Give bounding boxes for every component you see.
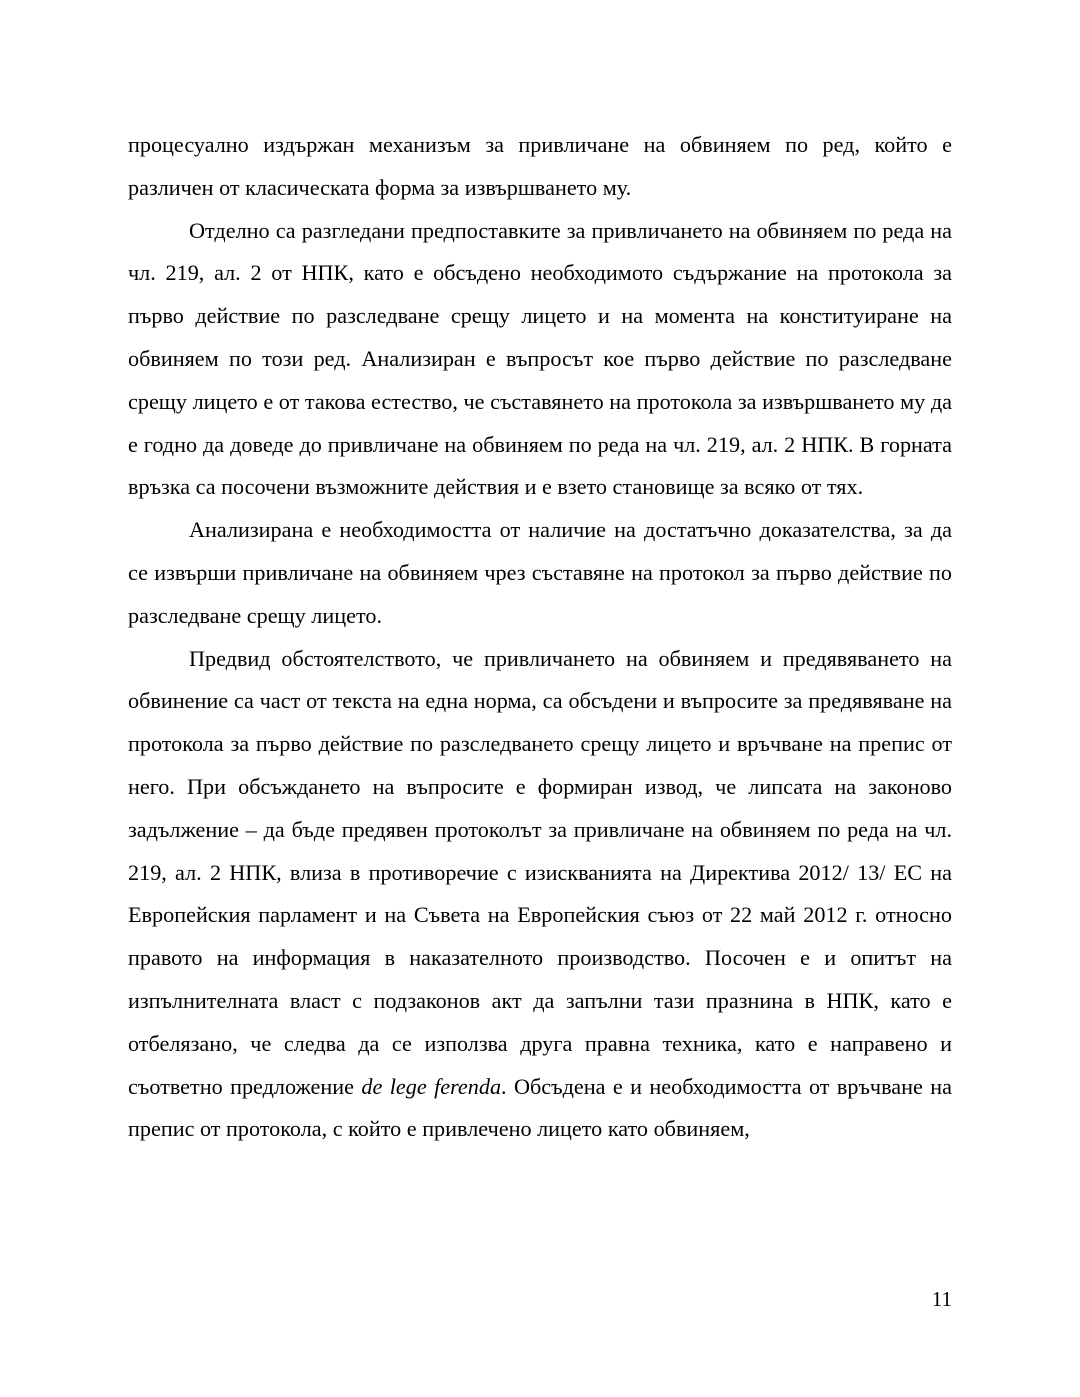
paragraph-4-text-before: Предвид обстоятелството, че привличането на обвиняем и предявяването на обвинение са част от текста на една норма, са обсъдени и въпросите за предявяване на протокола за първо действие по разследването срещу лицето и връчване на препис от него. При обсъждането на въпросите е формиран извод, че липсата на законово задължение – да бъде предявен протоколът за привличане на обвиняем по реда на чл. 219, ал. 2 НПК, влиза в противоречие с изискванията на Директива 2012/ 13/ ЕС на Европейския парламент и на Съвета на Европейския съюз от 22 май 2012 г. относно правото на информация в наказателното производство. Посочен е и опитът на изпълнителната власт с подзаконов акт да запълни тази празнина в НПК, като е отбелязано, че следва да се използва друга правна техника, като е направено и съответно предложение [128,645,952,1099]
page-number: 11 [931,1287,952,1311]
paragraph-4 [128,638,952,1152]
paragraph-3: Анализирана е необходимостта от наличие на достатъчно доказателства, за да се извърши привличане на обвиняем чрез съставяне на протокол за първо действие по разследване срещу лицето. [128,517,952,628]
paragraph-1: процесуално издържан механизъм за привличане на обвиняем по ред, който е различен от класическата форма за извършването му. [128,132,952,200]
paragraph-2: Отделно са разгледани предпоставките за привличането на обвиняем по реда на чл. 219, ал. 2 от НПК, като е обсъдено необходимото съдържание на протокола за първо действие по разследване срещу лицето и на момента на конституиране на обвиняем по този ред. Анализиран е въпросът кое първо действие по разследване срещу лицето е от такова естество, че съставянето на протокола за извършването му да е годно да доведе до привличане на обвиняем по реда на чл. 219, ал. 2 НПК. В горната връзка са посочени възможните действия и е взето становище за всяко от тях. [128,217,952,500]
paragraph-4-text-after: . Обсъдена е и необходимостта от връчване на препис от протокола, с който е привлечено лицето като обвиняем, [128,1073,952,1142]
body-text [128,124,952,1151]
latin-phrase-italic: de lege ferenda [361,1073,502,1099]
